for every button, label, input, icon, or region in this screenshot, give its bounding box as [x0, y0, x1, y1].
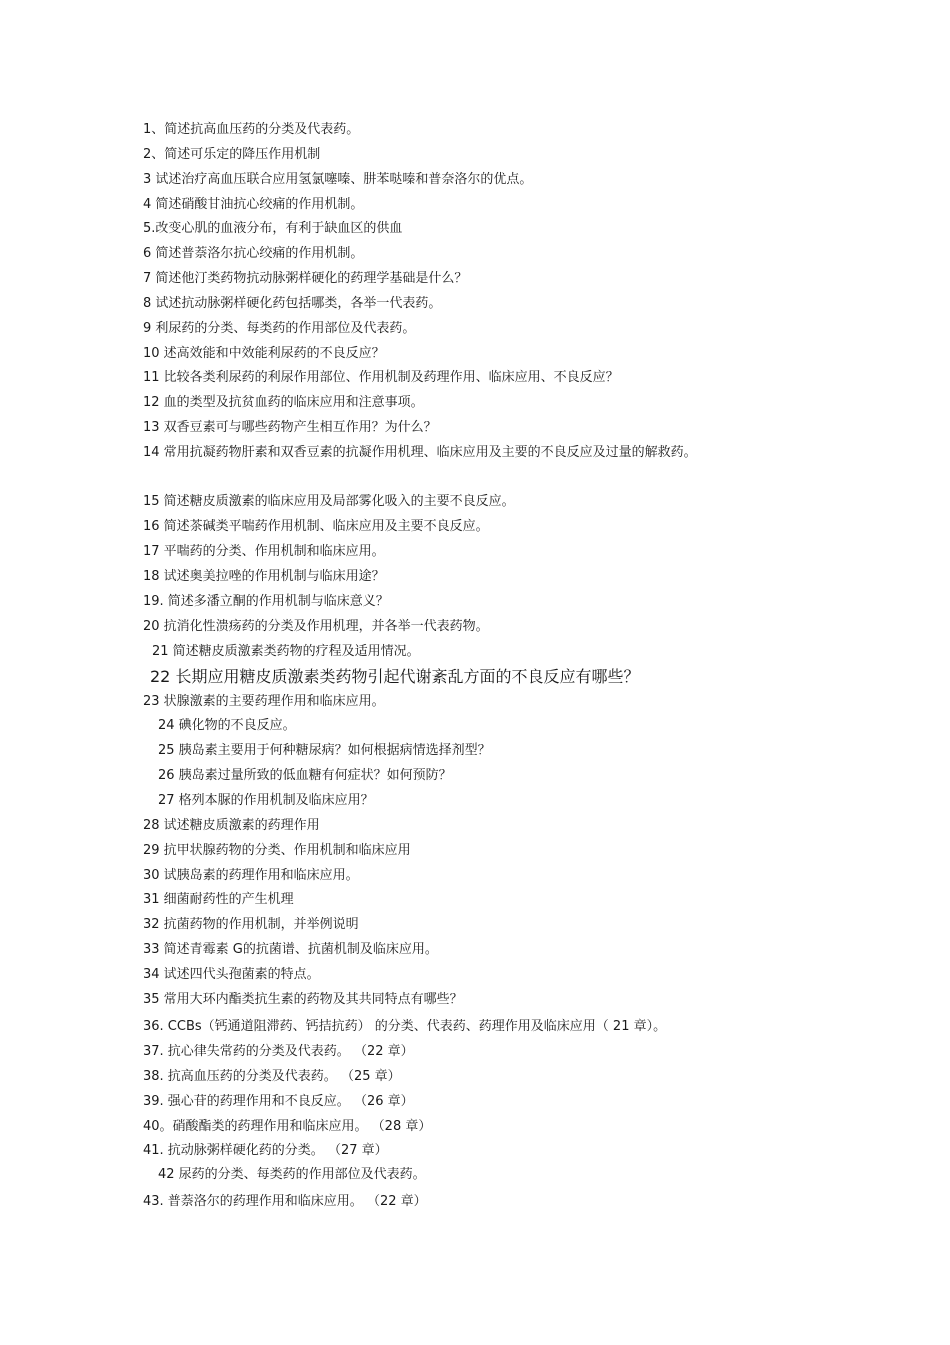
- question-item: 29 抗甲状腺药物的分类、作用机制和临床应用: [143, 843, 411, 858]
- question-item: 16 简述茶碱类平喘药作用机制、临床应用及主要不良反应。: [143, 519, 489, 534]
- question-item: 39. 强心苷的药理作用和不良反应。 （26 章）: [143, 1094, 414, 1109]
- question-item: 40。硝酸酯类的药理作用和临床应用。 （28 章）: [143, 1119, 432, 1134]
- question-item: 9 利尿药的分类、每类药的作用部位及代表药。: [143, 321, 416, 336]
- question-item: 13 双香豆素可与哪些药物产生相互作用？为什么？: [143, 420, 437, 435]
- question-item: 19. 简述多潘立酮的作用机制与临床意义？: [143, 594, 389, 609]
- question-item: 30 试胰岛素的药理作用和临床应用。: [143, 868, 359, 883]
- question-item: 37. 抗心律失常药的分类及代表药。 （22 章）: [143, 1044, 414, 1059]
- question-item: 42 尿药的分类、每类药的作用部位及代表药。: [158, 1167, 426, 1182]
- question-item: 27 格列本脲的作用机制及临床应用？: [158, 793, 374, 808]
- question-item: 3 试述治疗高血压联合应用氢氯噻嗪、肼苯哒嗪和普奈洛尔的优点。: [143, 172, 533, 187]
- question-item: 38. 抗高血压药的分类及代表药。 （25 章）: [143, 1069, 401, 1084]
- question-item: 5.改变心肌的血液分布，有利于缺血区的供血: [143, 221, 403, 236]
- question-item: 33 简述青霉素 G的抗菌谱、抗菌机制及临床应用。: [143, 942, 438, 957]
- question-item: 31 细菌耐药性的产生机理: [143, 892, 294, 907]
- question-item: 21 简述糖皮质激素类药物的疗程及适用情况。: [152, 644, 420, 659]
- question-item: 11 比较各类利尿药的利尿作用部位、作用机制及药理作用、临床应用、不良反应？: [143, 370, 619, 385]
- question-item: 41. 抗动脉粥样硬化药的分类。 （27 章）: [143, 1143, 388, 1158]
- question-item: 1、简述抗高血压药的分类及代表药。: [143, 122, 360, 137]
- question-item: 7 简述他汀类药物抗动脉粥样硬化的药理学基础是什么？: [143, 271, 468, 286]
- question-item: 32 抗菌药物的作用机制，并举例说明: [143, 917, 359, 932]
- question-item: 23 状腺激素的主要药理作用和临床应用。: [143, 694, 385, 709]
- question-item: 26 胰岛素过量所致的低血糖有何症状？如何预防？: [158, 768, 452, 783]
- question-item: 10 述高效能和中效能利尿药的不良反应？: [143, 346, 385, 361]
- question-item: 15 简述糖皮质激素的临床应用及局部雾化吸入的主要不良反应。: [143, 494, 515, 509]
- question-item: 34 试述四代头孢菌素的特点。: [143, 967, 320, 982]
- question-item: 12 血的类型及抗贫血药的临床应用和注意事项。: [143, 395, 424, 410]
- question-item: 35 常用大环内酯类抗生素的药物及其共同特点有哪些？: [143, 992, 463, 1007]
- question-item: 4 简述硝酸甘油抗心绞痛的作用机制。: [143, 197, 364, 212]
- question-item: 8 试述抗动脉粥样硬化药包括哪类，各举一代表药。: [143, 296, 442, 311]
- question-item: 14 常用抗凝药物肝素和双香豆素的抗凝作用机理、临床应用及主要的不良反应及过量的解救药。: [143, 445, 697, 460]
- question-item: 6 简述普萘洛尔抗心绞痛的作用机制。: [143, 246, 364, 261]
- question-item: 28 试述糖皮质激素的药理作用: [143, 818, 320, 833]
- question-item-emphasized: 22 长期应用糖皮质激素类药物引起代谢紊乱方面的不良反应有哪些？: [150, 667, 640, 686]
- question-item: 2、简述可乐定的降压作用机制: [143, 147, 321, 162]
- question-item: 17 平喘药的分类、作用机制和临床应用。: [143, 544, 385, 559]
- question-item: 36. CCBs（钙通道阻滞药、钙拮抗药） 的分类、代表药、药理作用及临床应用（ 21 章）。: [143, 1019, 667, 1034]
- question-item: 18 试述奥美拉唑的作用机制与临床用途？: [143, 569, 385, 584]
- question-item: 25 胰岛素主要用于何种糖尿病？如何根据病情选择剂型？: [158, 743, 491, 758]
- question-item: 24 碘化物的不良反应。: [158, 718, 296, 733]
- question-item: 43. 普萘洛尔的药理作用和临床应用。 （22 章）: [143, 1194, 427, 1209]
- question-item: 20 抗消化性溃疡药的分类及作用机理，并各举一代表药物。: [143, 619, 489, 634]
